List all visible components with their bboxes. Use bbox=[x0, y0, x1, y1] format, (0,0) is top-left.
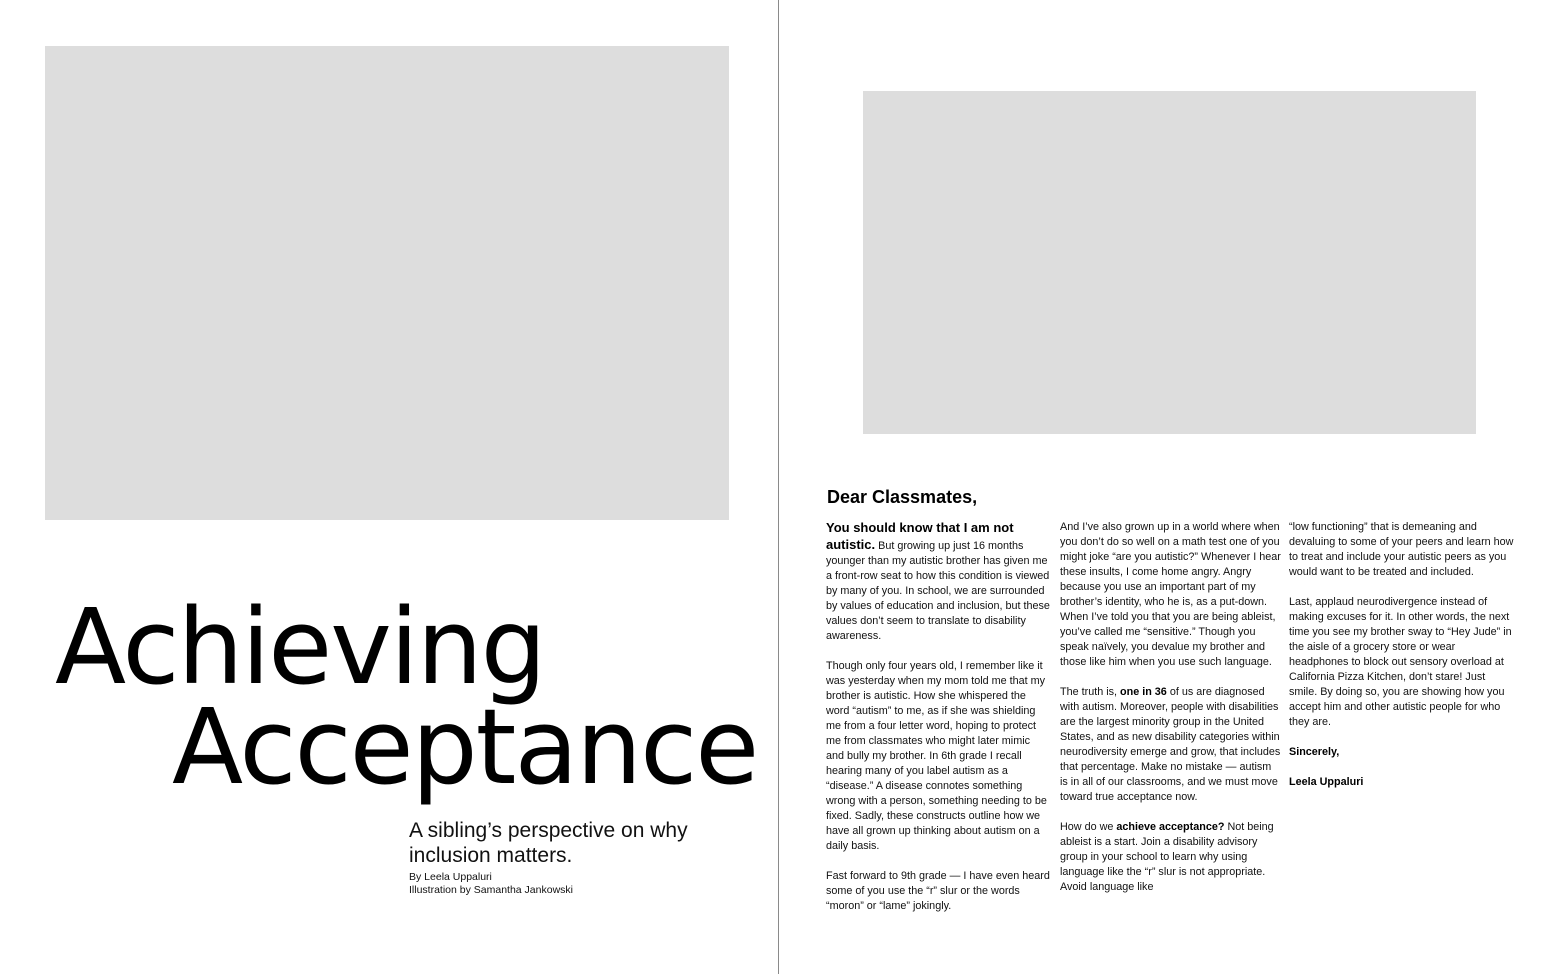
subtitle: A sibling’s perspective on why inclusion matters. bbox=[409, 819, 688, 867]
paragraph-4: And I’ve also grown up in a world where when you don’t do so well on a math test one of you might joke “are you autistic?” Whenever I hear these insults, I come home angry. Angry because you use an important part of my brother’s identity, who he is, as a put-down. When I’ve told you that you are being ableist, you’ve called me “sensitive.” Though you speak naïvely, you devalue my brother and those like him when you use such language. bbox=[1060, 521, 1281, 668]
paragraph-3: Fast forward to 9th grade — I have even heard some of you use the “r” slur or the words “moron” or “lame” jokingly. bbox=[826, 870, 1050, 912]
illustration-placeholder-left bbox=[45, 46, 729, 520]
lead-in: You should know that I am not autistic. bbox=[826, 520, 1014, 552]
paragraph-5-text-b: of us are diagnosed with autism. Moreover, people with disabilities are the largest minority group in the United States, and as new disability categories within neurodiversity emerge and grow, that includes that percentage. Make no mistake — autism is in all of our classrooms, and we must move toward true acceptance now. bbox=[1060, 686, 1281, 803]
letter-closing: Sincerely, bbox=[1289, 746, 1340, 758]
paragraph-1-text: But growing up just 16 months younger than my autistic brother has given me a front-row seat to how this condition is viewed by many of you. In school, we are surrounded by values of education and inclusion, but these values don’t seem to translate to disability awareness. bbox=[826, 540, 1050, 642]
paragraph-2: Though only four years old, I remember like it was yesterday when my mom told me that my brother is autistic. How she whispered the word “autism” to me, as if she was shielding me from a four letter word, hoping to protect me from classmates who might later mimic and bully my brother. In 6th grade I recall hearing many of you label autism as a “disease.” A disease connotes something wrong with a person, something needing to be fixed. Sadly, these constructs outline how we have all grown up thinking about autism on a daily basis. bbox=[826, 660, 1047, 852]
paragraph-1 bbox=[826, 520, 1050, 644]
title-line-1: Achieving bbox=[55, 586, 545, 708]
paragraph-5-text-a: The truth is, bbox=[1060, 686, 1121, 698]
paragraph-6 bbox=[1060, 820, 1282, 895]
title-line-2: Acceptance bbox=[172, 686, 758, 808]
letter-salutation: Dear Classmates, bbox=[827, 487, 978, 507]
illustration-credit: Illustration by Samantha Jankowski bbox=[409, 884, 573, 896]
letter-signature: Leela Uppaluri bbox=[1289, 776, 1364, 788]
body-column-1 bbox=[826, 520, 1050, 929]
paragraph-7: “low functioning” that is demeaning and devaluing to some of your peers and learn how to treat and include your autistic peers as you would want to be treated and included. bbox=[1289, 521, 1514, 578]
body-column-2 bbox=[1060, 520, 1282, 910]
byline: By Leela Uppaluri bbox=[409, 871, 492, 883]
statistic-highlight: one in 36 bbox=[1120, 686, 1167, 698]
paragraph-5 bbox=[1060, 685, 1282, 805]
page-gutter-divider bbox=[778, 0, 779, 974]
illustration-placeholder-right bbox=[863, 91, 1476, 434]
paragraph-6-text-a: How do we bbox=[1060, 821, 1117, 833]
body-column-3 bbox=[1289, 520, 1514, 805]
question-highlight: achieve acceptance? bbox=[1116, 821, 1225, 833]
paragraph-8: Last, applaud neurodivergence instead of making excuses for it. In other words, the next time you see my brother sway to “Hey Jude” in the aisle of a grocery store or wear headphones to block out sensory overload at California Pizza Kitchen, don’t stare! Just smile. By doing so, you are showing how you accept him and other autistic people for who they are. bbox=[1289, 596, 1512, 728]
paragraph-6-text-b: Not being ableist is a start. Join a disability advisory group in your school to learn why using language like the “r” slur is not appropriate. Avoid language like bbox=[1060, 821, 1274, 893]
